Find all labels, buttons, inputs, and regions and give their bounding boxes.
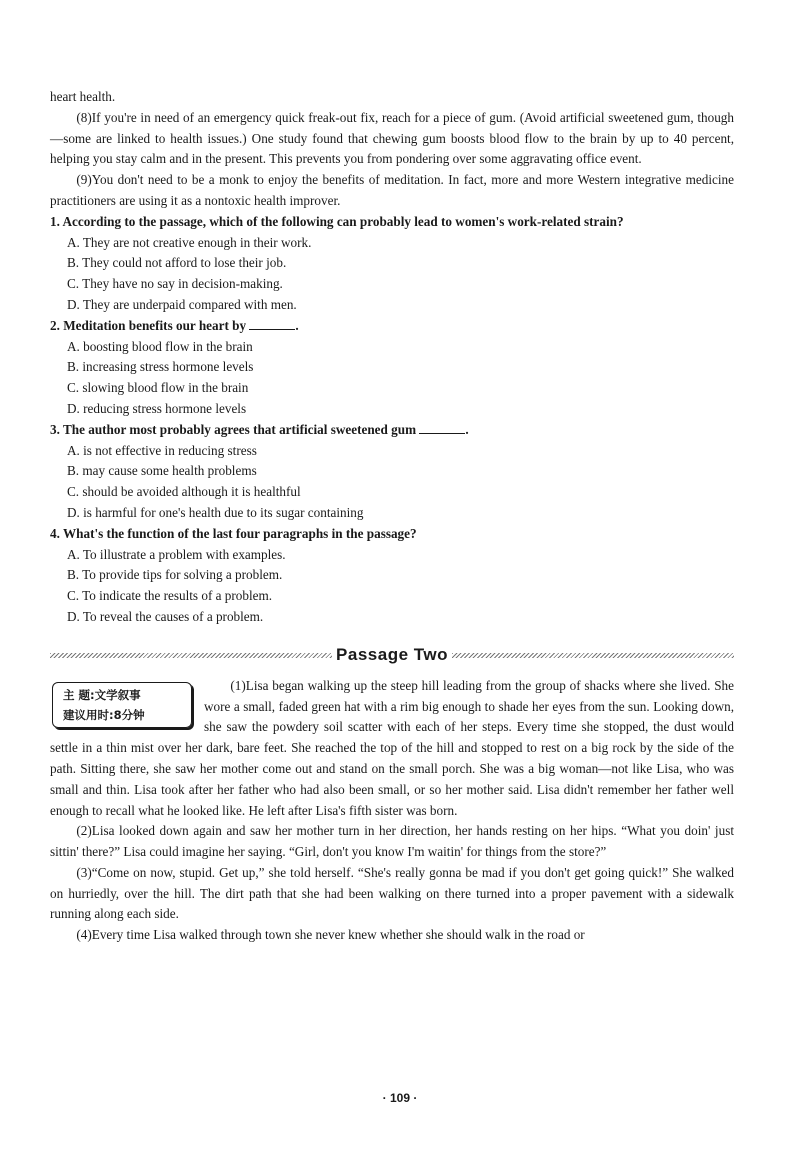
- passage-two-banner: [50, 642, 734, 670]
- option: A. boosting blood flow in the brain: [67, 338, 253, 354]
- option: B. may cause some health problems: [67, 463, 257, 479]
- paragraph-2: (2)Lisa looked down again and saw her mother turn in her direction, her hands resting on her hips. “What you doin' just sittin' there?” Lisa could imagine her saying. “Girl, don't you know I'm waitin' for things from the store?”: [50, 823, 734, 860]
- banner-stripe-left: [50, 653, 332, 658]
- option: B. increasing stress hormone levels: [67, 359, 254, 375]
- answer-blank: [419, 421, 465, 434]
- option: A. They are not creative enough in their work.: [67, 234, 312, 250]
- question-stem: 4. What's the function of the last four paragraphs in the passage?: [50, 525, 417, 541]
- paragraph-4: (4)Every time Lisa walked through town she never knew whether she should walk in the road or: [76, 927, 585, 943]
- passage-title: Passage Two: [336, 645, 448, 665]
- option: D. They are underpaid compared with men.: [67, 296, 297, 312]
- paragraph-8: (8)If you're in need of an emergency quick freak-out fix, reach for a piece of gum. (Avoid artificial sweetened gum, though—some are linked to health issues.) One study found that chewing gum boosts blood flow to the brain by up to 40 percent, helping you stay calm and in the present. This prevents you from pondering over some aggravating office event.: [50, 109, 734, 167]
- question-stem: 2. Meditation benefits our heart by .: [50, 317, 299, 333]
- question-stem: 1. According to the passage, which of the following can probably lead to women's work-related strain?: [50, 213, 624, 229]
- banner-stripe-right: [452, 653, 734, 658]
- topic-line: 主 题:文学叙事: [63, 687, 141, 702]
- time-line: 建议用时:8分钟: [63, 707, 145, 722]
- option: C. should be avoided although it is healthful: [67, 484, 301, 500]
- question-1: [50, 212, 734, 316]
- question-stem: 3. The author most probably agrees that artificial sweetened gum .: [50, 421, 469, 437]
- option: C. They have no say in decision-making.: [67, 276, 283, 292]
- answer-blank: [249, 317, 295, 330]
- option: C. slowing blood flow in the brain: [67, 380, 249, 396]
- question-4: [50, 524, 734, 628]
- option: A. To illustrate a problem with examples.: [67, 546, 286, 562]
- option: B. To provide tips for solving a problem.: [67, 567, 283, 583]
- question-2: [50, 316, 734, 420]
- page-number: · 109 ·: [382, 1091, 418, 1105]
- paragraph-7-end: heart health.: [50, 89, 116, 104]
- option: D. reducing stress hormone levels: [67, 400, 247, 416]
- option: A. is not effective in reducing stress: [67, 442, 257, 458]
- topic-info-box: [52, 682, 192, 728]
- paragraph-9: (9)You don't need to be a monk to enjoy the benefits of meditation. In fact, more and more Western integrative medicine practitioners are using it as a nontoxic health improver.: [50, 172, 734, 208]
- paragraph-1: (1)Lisa began walking up the steep hill leading from the group of shacks where she lived. She wore a small, faded green hat with a rim big enough to shade her eyes from the sun. Looking down, she saw the powdery soil scatter with each of her steps. Every time she stopped, the dust would settle in a thin mist over her dark, bare feet. She reached the top of the hill and stopped to rest on a big rock by the side of the path. Sitting there, she saw her mother come out and stand on the small porch. She was a big woman—not like Lisa, who was small and thin. Lisa took after her father who had also been small, or so her mother said. Lisa didn't remember her father well enough to recall what he looked like. He left after Lisa's fifth sister was born.: [50, 677, 734, 818]
- option: D. is harmful for one's health due to its sugar containing: [67, 504, 364, 520]
- option: B. They could not afford to lose their job.: [67, 255, 287, 271]
- option: D. To reveal the causes of a problem.: [67, 608, 264, 624]
- question-3: [50, 420, 734, 524]
- paragraph-3: (3)“Come on now, stupid. Get up,” she told herself. “She's really gonna be mad if you don't get going quick!” She walked on hurriedly, over the hill. The dirt path that she had been walking on there turned into a proper pavement with a sidewalk running along each side.: [50, 864, 734, 922]
- page-body: [50, 87, 734, 946]
- option: C. To indicate the results of a problem.: [67, 588, 273, 604]
